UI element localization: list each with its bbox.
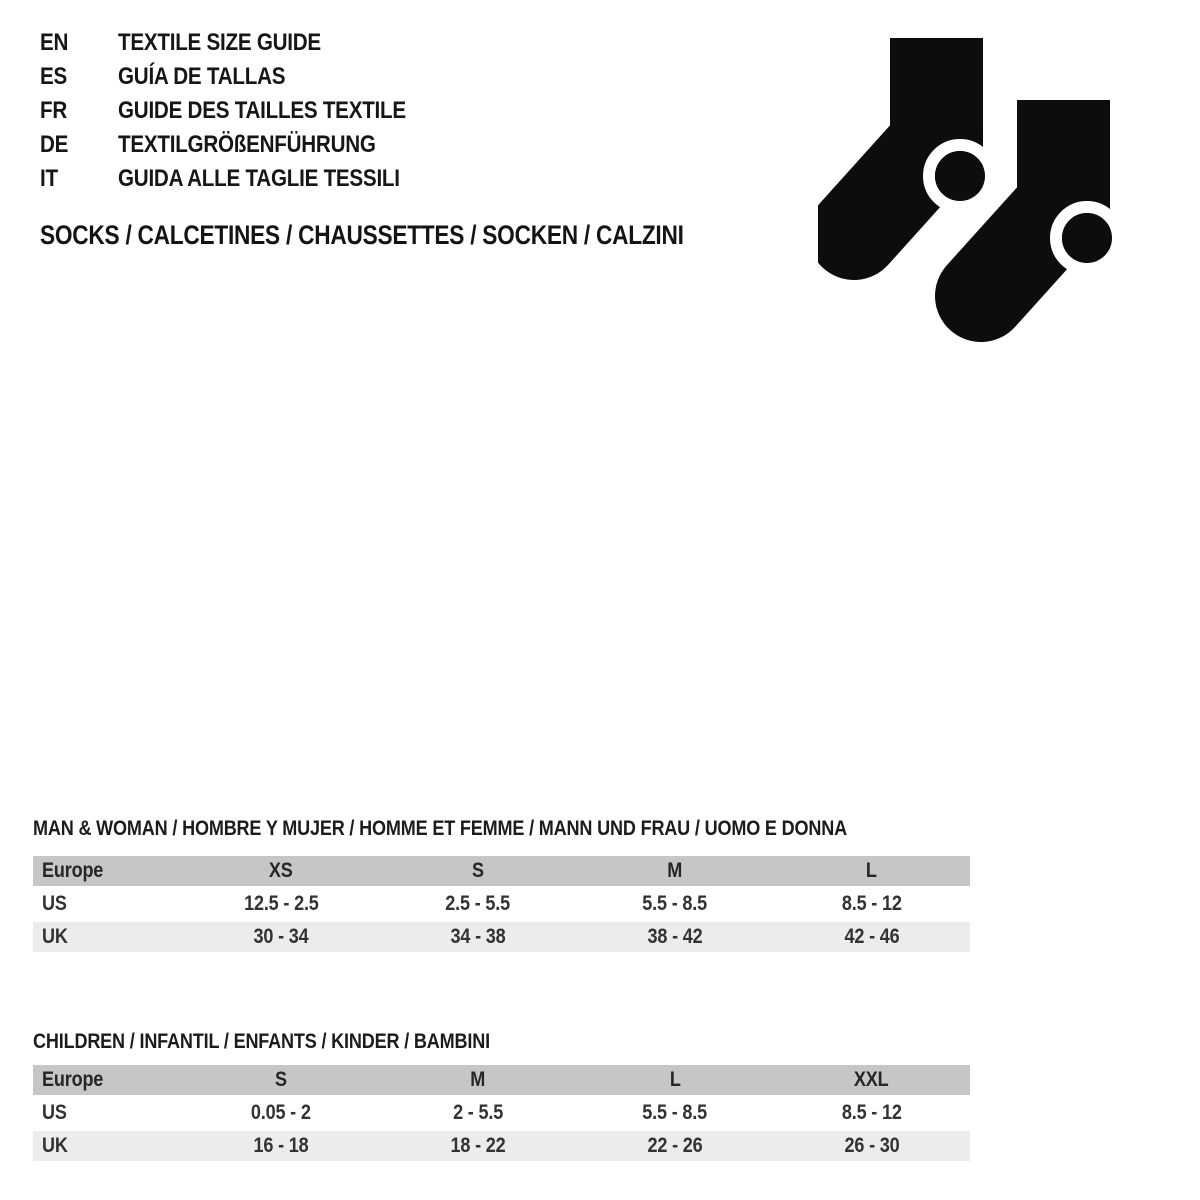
size-value: 0.05 - 2 — [251, 1101, 312, 1124]
header-cell-size: S — [183, 1065, 380, 1095]
size-value: 5.5 - 8.5 — [642, 1101, 708, 1124]
header-cell-size: XXL — [773, 1065, 970, 1095]
header-cell-size: M — [380, 1065, 577, 1095]
language-code: EN — [40, 29, 69, 56]
size-value: 18 - 22 — [380, 1131, 577, 1161]
language-title-list — [40, 26, 453, 196]
row-label: UK — [33, 1131, 183, 1161]
guide-title-it: GUIDA ALLE TAGLIE TESSILI — [118, 165, 400, 192]
socks-icon — [818, 38, 1130, 350]
language-code: DE — [40, 131, 69, 158]
language-code: IT — [40, 165, 58, 192]
table-row-uk — [33, 922, 970, 952]
category-line: SOCKS / CALCETINES / CHAUSSETTES / SOCKEN / CALZINI — [40, 220, 684, 250]
size-value: 12.5 - 2.5 — [243, 892, 319, 915]
children-size-table — [33, 1062, 970, 1164]
table-row-us — [33, 889, 970, 919]
header-cell-size: L — [576, 1065, 773, 1095]
size-value: 30 - 34 — [183, 922, 380, 952]
language-row-fr — [40, 94, 453, 128]
table-header-row — [33, 856, 970, 886]
size-value: 2 - 5.5 — [453, 1101, 504, 1124]
size-value: 2.5 - 5.5 — [445, 892, 511, 915]
header-cell-size: S — [380, 856, 577, 886]
header-cell-region: Europe — [33, 856, 183, 886]
guide-title-fr: GUIDE DES TAILLES TEXTILE — [118, 97, 406, 124]
header-cell-size: M — [576, 856, 773, 886]
header-cell-region: Europe — [33, 1065, 183, 1095]
language-row-en — [40, 26, 453, 60]
size-value: 42 - 46 — [773, 922, 970, 952]
language-row-it — [40, 162, 453, 196]
size-value: 34 - 38 — [380, 922, 577, 952]
size-value: 38 - 42 — [576, 922, 773, 952]
man-woman-size-table — [33, 853, 970, 955]
header-cell-size: XS — [183, 856, 380, 886]
row-label: UK — [33, 922, 183, 952]
guide-title-en: TEXTILE SIZE GUIDE — [118, 29, 321, 56]
table-row-us — [33, 1098, 970, 1128]
language-code: FR — [40, 97, 68, 124]
language-row-de — [40, 128, 453, 162]
table-row-uk — [33, 1131, 970, 1161]
header-cell-size: L — [773, 856, 970, 886]
row-label: US — [42, 1101, 67, 1124]
guide-title-de: TEXTILGRÖßENFÜHRUNG — [118, 131, 376, 158]
man-woman-table-title: MAN & WOMAN / HOMBRE Y MUJER / HOMME ET FEMME / MANN UND FRAU / UOMO E DONNA — [33, 817, 848, 840]
size-value: 26 - 30 — [773, 1131, 970, 1161]
guide-title-es: GUÍA DE TALLAS — [118, 63, 286, 90]
size-value: 8.5 - 12 — [841, 1101, 902, 1124]
row-label: US — [42, 892, 67, 915]
size-value: 22 - 26 — [576, 1131, 773, 1161]
table-header-row — [33, 1065, 970, 1095]
size-value: 8.5 - 12 — [841, 892, 902, 915]
size-value: 16 - 18 — [183, 1131, 380, 1161]
children-table-title: CHILDREN / INFANTIL / ENFANTS / KINDER / BAMBINI — [33, 1030, 490, 1053]
language-row-es — [40, 60, 453, 94]
language-code: ES — [40, 63, 68, 90]
size-value: 5.5 - 8.5 — [642, 892, 708, 915]
